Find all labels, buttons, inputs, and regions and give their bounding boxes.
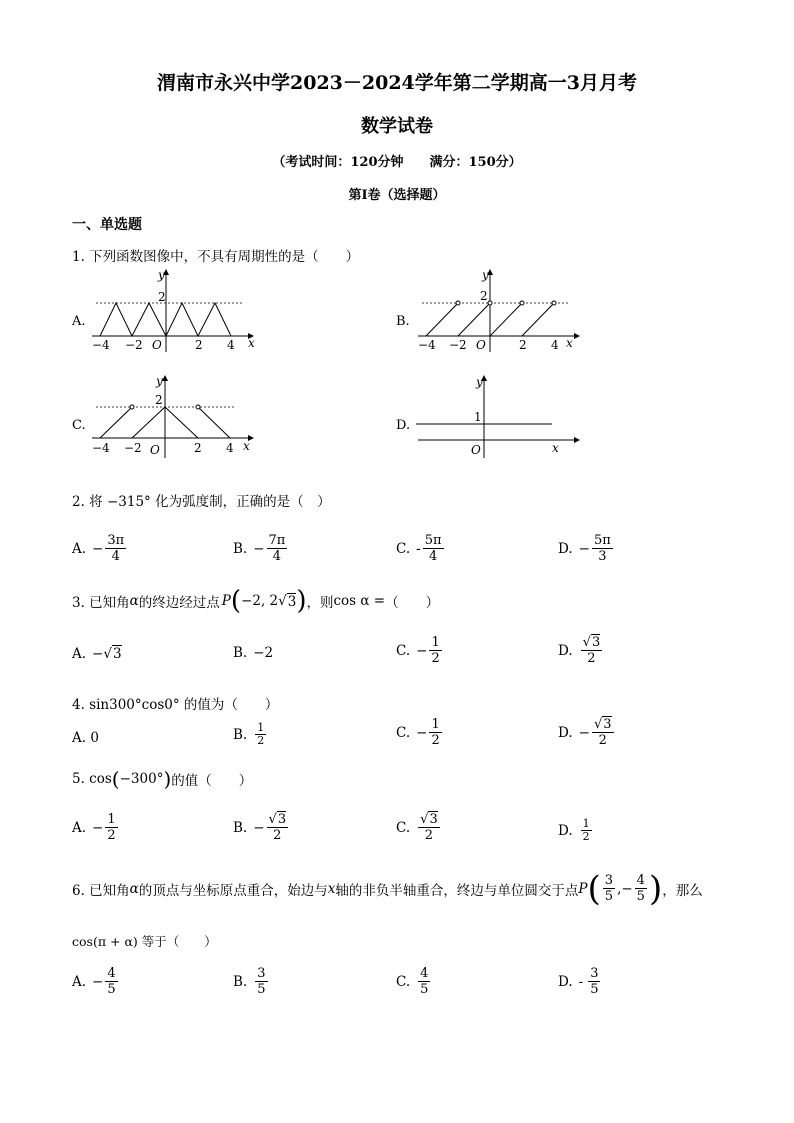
q4-option-d-sign: − [578,724,590,741]
q3-option-d-fraction [581,635,603,666]
q4-option-b[interactable] [233,722,268,747]
svg-text:−4: −4 [92,441,110,455]
svg-text:y: y [482,268,489,282]
q5-stem-arg: −300° [119,771,164,787]
q2-option-b-fraction [267,533,288,564]
q2-option-d-label: D. [558,540,573,557]
q6-py-fraction [635,873,647,904]
q6-alpha: α [129,880,139,897]
q6-py-sign: − [621,880,633,897]
q4-option-b-label: B. [233,726,248,743]
q3-stem-post: ，则 [306,595,334,611]
q3-option-b-value: −2 [253,645,274,661]
q3-option-c-den: 2 [431,651,440,666]
q6-stem-mid: 的顶点与坐标原点重合，始边与 [138,882,328,899]
q4-option-b-fraction [255,722,266,747]
question-6-stem [72,868,703,909]
q4-option-a[interactable] [72,730,99,746]
q6-comma: , [617,880,622,897]
q3-point-root: 3 [287,593,297,610]
q5-option-b-num [267,812,289,828]
q5-option-c-sqrt: √ [420,812,429,827]
q3-cos-expr: cos α = [333,593,386,609]
exam-subtitle: 数学试卷 [361,116,433,137]
q5-option-c[interactable] [396,812,442,843]
q4-option-c-num: 1 [431,717,440,732]
q6-px-fraction [603,873,615,904]
q5-option-c-num [418,812,440,828]
q3-option-a[interactable] [72,645,122,662]
q1-graph-b [414,266,584,356]
q3-option-a-label: A. [72,645,87,662]
q5-option-a-sign: − [92,819,104,836]
q4-option-d-num [592,717,614,733]
q3-option-d-num [581,635,603,651]
q6-option-a-fraction [105,966,117,997]
q5-option-a-fraction [105,812,117,843]
q5-option-a-den: 2 [107,828,116,843]
q6-option-b-num: 3 [257,966,266,981]
q2-option-a-num: 3π [107,533,125,548]
svg-text:2: 2 [155,393,163,407]
q2-option-b-sign: − [253,540,265,557]
q3-sqrt-sign: √ [278,593,287,609]
svg-text:2: 2 [195,338,203,352]
q6-option-b-fraction [255,966,267,997]
svg-text:O: O [150,443,160,457]
q5-option-b-sqrt: √ [268,812,277,827]
q5-option-d-label: D. [558,822,573,839]
svg-text:1: 1 [474,410,482,424]
q2-option-d-den: 3 [598,549,607,564]
q5-option-a-num: 1 [107,812,116,827]
q6-paren-close: ) [648,868,663,909]
question-2-stem [72,490,331,510]
q6-option-c-label: C. [396,973,411,990]
svg-text:x: x [243,439,250,453]
q3-option-c[interactable] [396,635,444,666]
q3-option-d-sqrt: √ [582,635,591,650]
q4-option-c-label: C. [396,724,411,741]
q5-option-b-den: 2 [273,828,282,843]
q6-option-d[interactable] [558,966,602,997]
q2-option-b-label: B. [233,540,248,557]
q6-stem-pre: 6. 已知角 [72,882,130,899]
q3-option-d-label: D. [558,642,573,659]
svg-text:4: 4 [551,338,559,352]
q4-option-d-fraction [592,717,614,748]
q6-option-c[interactable] [396,966,432,997]
exam-info: （考试时间：120分钟 满分：150分） [272,155,522,170]
svg-text:−2: −2 [449,338,467,352]
svg-text:4: 4 [226,441,234,455]
q1-option-c-label: C. [72,418,86,433]
question-3-stem [72,588,439,614]
q3-point-p: P [221,593,231,609]
q4-option-b-den: 2 [257,734,265,747]
q4-option-d-sqrt: √ [593,717,603,732]
q2-option-c-num: 5π [424,533,442,548]
q5-option-a[interactable] [72,812,120,843]
svg-text:y: y [156,374,163,388]
q5-option-d-num: 1 [582,817,590,830]
q3-option-a-sqrt: √ [103,645,112,662]
q3-alpha: α [129,593,139,609]
svg-text:x: x [566,336,573,350]
q2-option-c[interactable] [396,533,446,564]
svg-text:−2: −2 [125,338,143,352]
q5-paren-open: ( [111,767,120,791]
q2-option-c-label: C. [396,540,411,557]
q2-option-c-den: 4 [428,549,438,564]
q5-option-c-fraction [418,812,440,843]
question-1-stem: 1. 下列函数图像中，不具有周期性的是（ ） [72,249,360,265]
q6-py-den: 5 [636,889,645,904]
q3-option-a-root: 3 [112,646,122,662]
q5-option-c-label: C. [396,819,411,836]
q2-stem-post: 化为弧度制，正确的是（ ） [155,494,331,510]
q5-option-b-sign: − [253,819,265,836]
q6-point-p: P [578,880,588,897]
section-heading: 一、单选题 [72,217,142,233]
q1-graph-c [88,372,258,462]
q5-paren-close: ) [163,767,172,791]
q6-option-c-den: 5 [420,982,429,997]
q5-option-b[interactable] [233,812,290,843]
q6-px-den: 5 [604,889,614,904]
q5-stem-pre: 5. cos [72,771,112,787]
q6-option-b[interactable] [233,966,270,997]
svg-text:−4: −4 [92,338,110,352]
q2-option-d-num: 5π [593,533,611,548]
svg-text:O: O [471,443,481,457]
q5-option-d-den: 2 [582,830,590,843]
q3-option-a-sign: − [92,645,104,662]
exam-title: 渭南市永兴中学2023－2024学年第二学期高一3月月考 [157,72,637,94]
q3-option-c-sign: − [416,642,428,659]
q4-option-d-den: 2 [598,733,607,748]
question-6-line2: cos(π + α) 等于（ ） [72,934,217,949]
q6-option-d-den: 5 [590,982,599,997]
svg-text:O: O [152,338,162,352]
q6-option-a-sign: − [92,973,104,990]
q2-option-d-fraction [592,533,613,564]
svg-text:2: 2 [519,338,527,352]
q2-option-d[interactable] [558,533,615,564]
q6-py-num: 4 [636,873,645,888]
svg-text:y: y [476,375,483,389]
q5-option-c-root: 3 [429,812,438,827]
q5-stem-post: 的值（ ） [171,773,253,789]
q3-option-d-root: 3 [591,635,601,650]
q6-option-d-fraction [588,966,600,997]
q6-option-b-den: 5 [257,982,266,997]
q6-px-num: 3 [604,873,614,888]
q5-option-b-fraction [267,812,289,843]
svg-text:2: 2 [194,441,202,455]
q1-graph-d [414,372,584,462]
svg-text:x: x [552,441,559,455]
q3-option-b[interactable] [233,645,273,661]
q6-option-d-num: 3 [590,966,599,981]
q3-option-b-label: B. [233,645,248,661]
svg-text:y: y [158,268,165,282]
q6-option-c-fraction [418,966,430,997]
q3-option-d-den: 2 [587,651,596,666]
q4-option-a-text: A. 0 [72,730,99,746]
q6-option-c-num: 4 [420,966,429,981]
q6-stem-mid2: 轴的非负半轴重合，终边与单位圆交于点 [335,882,579,899]
q2-option-a[interactable] [72,533,128,564]
q2-angle-value: −315° [106,494,151,510]
q4-option-b-num: 1 [257,721,265,734]
q6-option-d-label: D. [558,973,573,990]
q1-option-a-label: A. [72,314,86,329]
q5-option-b-root: 3 [277,812,287,827]
q6-option-a[interactable] [72,966,120,997]
q3-stem-pre: 3. 已知角 [72,595,130,611]
q1-option-b-label: B. [396,314,410,329]
q6-option-d-sign: - [578,973,584,990]
svg-text:2: 2 [158,290,166,304]
q3-option-c-num: 1 [431,635,440,650]
q4-option-c[interactable] [396,717,444,748]
q5-option-b-label: B. [233,819,248,836]
q3-stem-mid: 的终边经过点 [138,595,220,611]
q6-stem-end: ，那么 [662,882,703,899]
svg-text:−4: −4 [418,338,436,352]
q6-option-a-num: 4 [107,966,116,981]
q6-paren-open: ( [587,868,601,909]
svg-text:x: x [248,336,255,350]
svg-text:4: 4 [227,338,235,352]
q6-x-var: x [327,880,336,897]
q1-option-d-label: D. [396,418,411,433]
q2-option-a-den: 4 [111,549,120,564]
q4-option-d[interactable] [558,717,616,748]
q3-option-c-label: C. [396,642,411,659]
q2-option-a-sign: − [92,540,104,557]
q2-option-c-fraction [423,533,444,564]
q2-option-a-label: A. [72,540,87,557]
q2-option-b-num: 7π [268,533,286,548]
q2-option-c-sign: - [416,540,421,557]
question-4-stem: 4. sin300°cos0° 的值为（ ） [72,697,279,713]
q5-option-d-fraction [581,818,592,843]
q2-option-a-fraction [105,533,126,564]
q4-option-c-fraction [429,717,441,748]
q2-option-d-sign: − [578,540,590,557]
q2-option-b-den: 4 [272,549,282,564]
q4-option-d-root: 3 [603,717,612,732]
q3-option-c-fraction [429,635,441,666]
q5-option-a-label: A. [72,819,87,836]
q2-option-b[interactable] [233,533,289,564]
q5-option-d[interactable] [558,818,594,843]
q3-point-coords: −2, 2 [241,593,279,609]
volume-title: 第Ⅰ卷（选择题） [348,188,446,203]
q4-option-c-sign: − [416,724,428,741]
q4-option-c-den: 2 [431,733,440,748]
question-5-stem [72,766,252,792]
q6-option-a-label: A. [72,973,87,990]
q5-option-c-den: 2 [424,828,434,843]
q3-paren-close: ) [296,586,307,616]
q4-option-d-label: D. [558,724,573,741]
svg-text:2: 2 [480,289,488,303]
svg-text:O: O [476,338,486,352]
q1-graph-a [88,266,258,356]
svg-text:−2: −2 [124,441,142,455]
q3-paren-open: ( [230,586,242,616]
q3-option-d[interactable] [558,635,604,666]
q6-option-a-den: 5 [107,982,116,997]
q2-stem-pre: 2. 将 [72,494,103,510]
q3-stem-end: （ ） [385,595,440,611]
q6-option-b-label: B. [233,973,248,990]
